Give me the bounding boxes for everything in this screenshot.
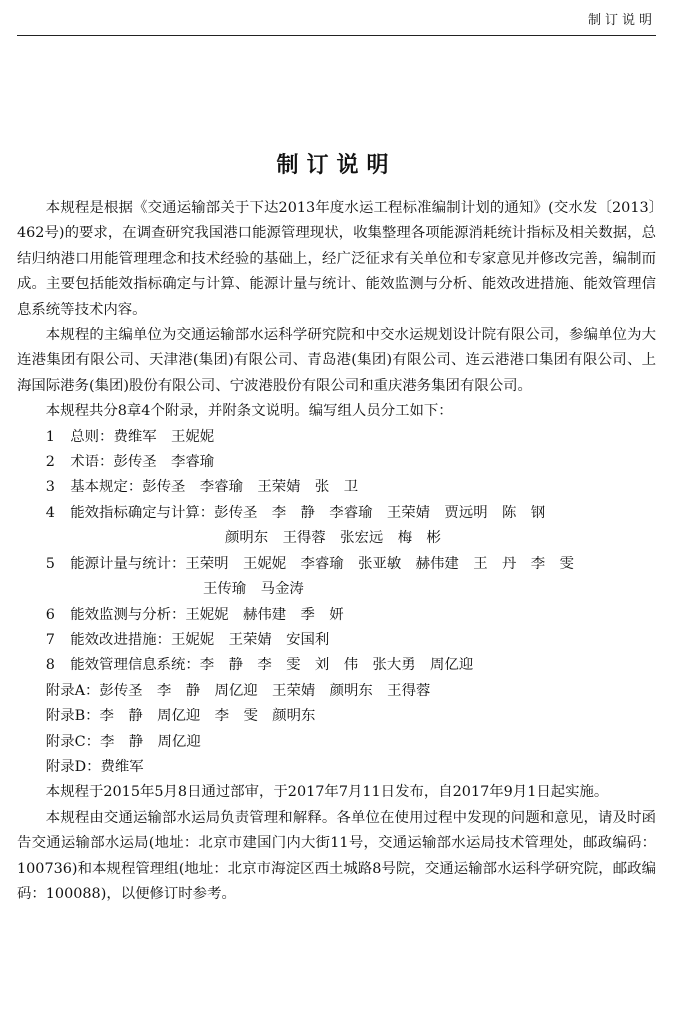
division-item: 8 能效管理信息系统：李 静 李 雯 刘 伟 张大勇 周亿迎 [45,657,474,674]
appendix-item: 附录A：彭传圣 李 静 周亿迎 王荣婧 颜明东 王得蓉 [45,682,431,699]
division-item-text: 能效改进措施：王妮妮 王荣婧 安国利 [70,631,330,648]
division-item-text: 总则：费维军 王妮妮 [70,428,215,445]
division-item-text: 能源计量与统计：王荣明 王妮妮 李睿瑜 张亚敏 赫伟建 王 丹 李 雯 [70,555,574,572]
division-item-text: 能效管理信息系统：李 静 李 雯 刘 伟 张大勇 周亿迎 [70,657,474,674]
division-list [17,425,656,781]
paragraph-dates: 本规程于2015年5月8日通过部审，于2017年7月11日发布，自2017年9月1日起实施。 [45,784,609,801]
division-item-continuation: 王传瑜 马金涛 [203,581,304,598]
division-item: 3 基本规定：彭传圣 李睿瑜 王荣婧 张 卫 [45,479,359,496]
division-item-text: 能效监测与分析：王妮妮 赫伟建 季 妍 [70,606,344,623]
appendix-item: 附录B：李 静 周亿迎 李 雯 颜明东 [45,708,316,725]
division-item: 4 能效指标确定与计算：彭传圣 李 静 李睿瑜 王荣婧 贾远明 陈 钢 [45,504,546,521]
division-item-text: 能效指标确定与计算：彭传圣 李 静 李睿瑜 王荣婧 贾远明 陈 钢 [70,504,546,521]
page-title: 制订说明 [276,153,397,178]
division-item: 7 能效改进措施：王妮妮 王荣婧 安国利 [45,631,330,648]
paragraph-contact: 本规程由交通运输部水运局负责管理和解释。各单位在使用过程中发现的问题和意见，请及时函告交通运输部水运局(地址：北京市建国门内大街11号，交通运输部水运局技术管理处，邮政编码：100736)和本规程管理组(地址：北京市海淀区西土城路8号院，交通运输部水运科学研究院，邮政编码：100088)，以便修订时参考。 [17,809,656,902]
header-rule [17,35,656,36]
paragraph-basis: 本规程是根据《交通运输部关于下达2013年度水运工程标准编制计划的通知》(交水发〔2013〕462号)的要求，在调查研究我国港口能源管理现状，收集整理各项能源消耗统计指标及相关数据，总结归纳港口用能管理理念和技术经验的基础上，经广泛征求有关单位和专家意见并修改完善，编制而成。主要包括能效指标确定与计算、能源计量与统计、能效监测与分析、能效改进措施、能效管理信息系统等技术内容。 [17,200,656,318]
document-body [17,196,656,907]
paragraph-units: 本规程的主编单位为交通运输部水运科学研究院和中交水运规划设计院有限公司，参编单位为大连港集团有限公司、天津港(集团)有限公司、青岛港(集团)有限公司、连云港港口集团有限公司、上海国际港务(集团)股份有限公司、宁波港股份有限公司和重庆港务集团有限公司。 [17,327,656,394]
division-item: 6 能效监测与分析：王妮妮 赫伟建 季 妍 [45,606,344,623]
division-item: 2 术语：彭传圣 李睿瑜 [45,454,215,471]
paragraph-structure: 本规程共分8章4个附录，并附条文说明。编写组人员分工如下： [45,403,453,420]
division-item: 5 能源计量与统计：王荣明 王妮妮 李睿瑜 张亚敏 赫伟建 王 丹 李 雯 [45,555,574,572]
division-item-text: 基本规定：彭传圣 李睿瑜 王荣婧 张 卫 [70,479,359,496]
division-item-continuation: 颜明东 王得蓉 张宏远 梅 彬 [225,530,441,547]
division-item: 1 总则：费维军 王妮妮 [45,428,215,445]
appendix-item: 附录C：李 静 周亿迎 [45,733,201,750]
appendix-item: 附录D：费维军 [45,758,144,775]
running-header: 制订说明 [587,13,656,28]
division-item-text: 术语：彭传圣 李睿瑜 [70,454,215,471]
